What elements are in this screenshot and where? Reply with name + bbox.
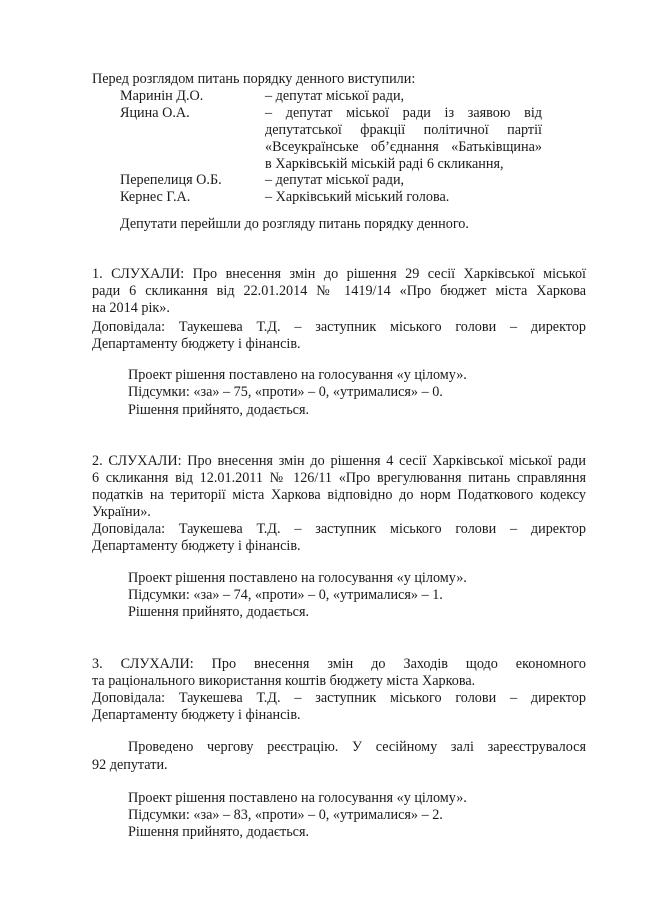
speaker-role: – депутат міської ради,: [265, 172, 405, 188]
registration-line: 92 депутати.: [92, 757, 168, 773]
transition-text: Депутати перейшли до розгляду питань порядку денного.: [120, 216, 469, 232]
heard-line: 1. СЛУХАЛИ: Про внесення змін до рішення 29 сесії Харківської міської: [92, 266, 586, 282]
speaker-role: – Харківський міський голова.: [265, 189, 450, 205]
speaker-role: депутатської фракції політичної партії: [265, 122, 542, 138]
speaker-role: «Всеукраїнське об’єднання «Батьківщина»: [265, 139, 542, 155]
vote-line: Проект рішення поставлено на голосування «у цілому».: [128, 790, 467, 806]
speaker-name: Перепелиця О.Б.: [120, 172, 222, 188]
registration-line: Проведено чергову реєстрацію. У сесійному залі зареєструвалося: [128, 739, 586, 755]
decision-line: Рішення прийнято, додається.: [128, 824, 310, 840]
vote-line: Проект рішення поставлено на голосування «у цілому».: [128, 367, 467, 383]
speaker-name: Маринін Д.О.: [120, 88, 204, 104]
vote-result: Підсумки: «за» – 75, «проти» – 0, «утрималися» – 0.: [128, 384, 443, 400]
intro-text: Перед розглядом питань порядку денного виступили:: [92, 71, 416, 87]
vote-line: Проект рішення поставлено на голосування «у цілому».: [128, 570, 467, 586]
heard-line: України».: [92, 504, 151, 520]
heard-line: 3. СЛУХАЛИ: Про внесення змін до Заходів щодо економного: [92, 656, 586, 672]
decision-line: Рішення прийнято, додається.: [128, 604, 310, 620]
reporter-line: Департаменту бюджету і фінансів.: [92, 336, 301, 352]
reporter-line: Доповідала: Таукешева Т.Д. – заступник міського голови – директор: [92, 319, 586, 335]
vote-result: Підсумки: «за» – 74, «проти» – 0, «утрималися» – 1.: [128, 587, 443, 603]
heard-line: ради 6 скликання від 22.01.2014 № 1419/14 «Про бюджет міста Харкова: [92, 283, 586, 299]
reporter-line: Департаменту бюджету і фінансів.: [92, 538, 301, 554]
speaker-role: в Харківській міській раді 6 скликання,: [265, 156, 504, 172]
speaker-name: Кернес Г.А.: [120, 189, 191, 205]
heard-line: на 2014 рік».: [92, 300, 170, 316]
heard-line: податків на території міста Харкова відповідно до норм Податкового кодексу: [92, 487, 586, 503]
heard-line: 2. СЛУХАЛИ: Про внесення змін до рішення 4 сесії Харківської міської ради: [92, 453, 586, 469]
decision-line: Рішення прийнято, додається.: [128, 402, 310, 418]
speaker-name: Яцина О.А.: [120, 105, 190, 121]
speaker-role: – депутат міської ради,: [265, 88, 405, 104]
reporter-line: Департаменту бюджету і фінансів.: [92, 707, 301, 723]
heard-line: 6 скликання від 12.01.2011 № 126/11 «Про врегулювання питань справляння: [92, 470, 586, 486]
heard-line: та раціонального використання коштів бюджету міста Харкова.: [92, 673, 476, 689]
reporter-line: Доповідала: Таукешева Т.Д. – заступник міського голови – директор: [92, 521, 586, 537]
speaker-role: – депутат міської ради із заявою від: [265, 105, 542, 121]
vote-result: Підсумки: «за» – 83, «проти» – 0, «утрималися» – 2.: [128, 807, 443, 823]
reporter-line: Доповідала: Таукешева Т.Д. – заступник міського голови – директор: [92, 690, 586, 706]
